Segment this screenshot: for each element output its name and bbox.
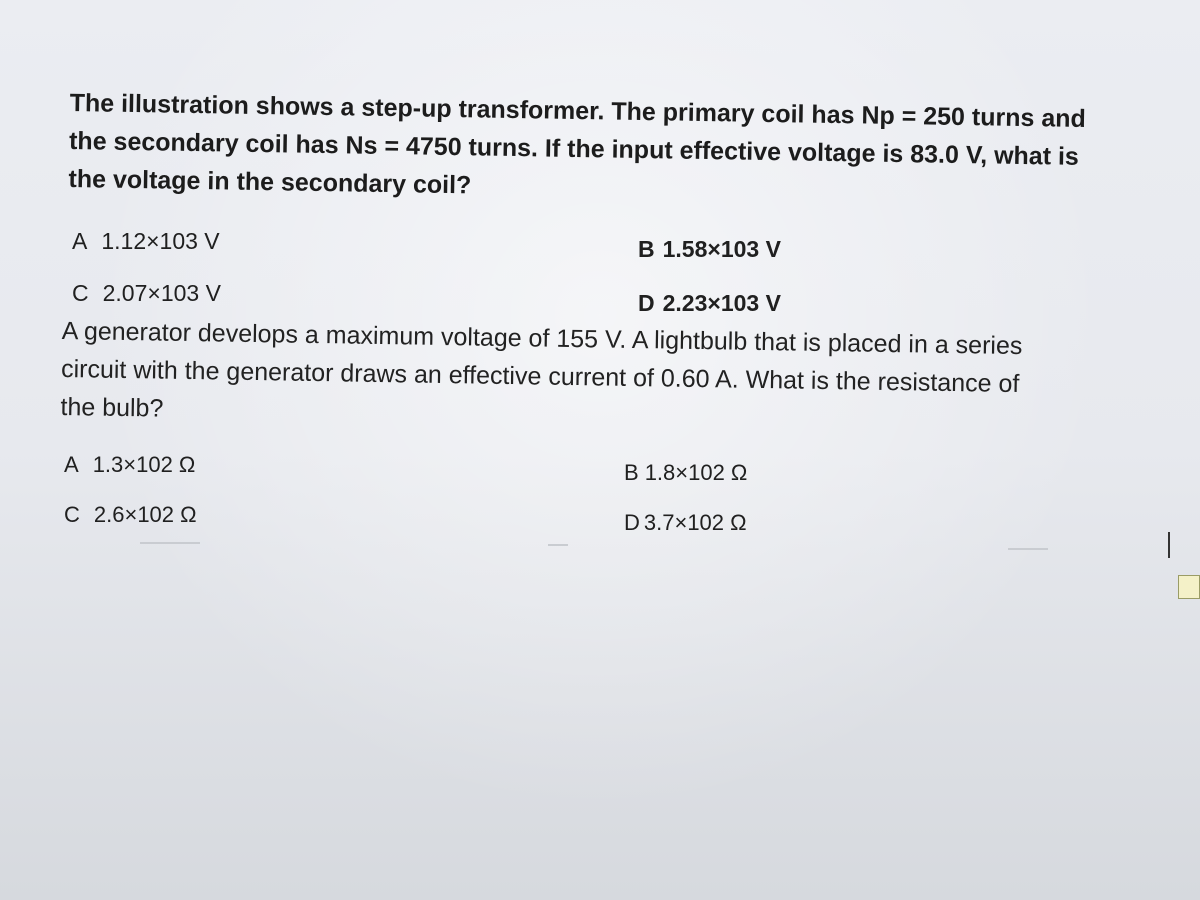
question-1-text [68, 84, 1160, 215]
question-1-line: the voltage in the secondary coil? [68, 164, 472, 200]
question-2-line: the bulb? [60, 392, 164, 423]
option-letter: C [64, 502, 80, 527]
option-letter: A [72, 228, 88, 254]
q1-option-b[interactable] [638, 236, 781, 263]
question-1-line: The illustration shows a step-up transformer. The primary coil has Np = 250 turns and [69, 88, 1087, 133]
question-2-line: A generator develops a maximum voltage of 155 V. A lightbulb that is placed in a series [61, 316, 1023, 361]
q1-option-d[interactable] [638, 290, 781, 317]
faint-divider [548, 544, 568, 546]
option-text: 2.07×103 V [102, 280, 221, 306]
option-letter: D [624, 510, 640, 535]
option-letter: C [72, 280, 89, 306]
option-letter: B [624, 460, 639, 485]
q1-option-c[interactable] [72, 280, 221, 307]
taskbar-app-icon[interactable] [1178, 575, 1200, 599]
text-cursor-icon [1168, 532, 1170, 558]
question-2-text [60, 312, 1162, 443]
q2-option-b[interactable] [624, 460, 747, 486]
option-text: 1.58×103 V [662, 236, 781, 262]
option-text: 1.3×102 Ω [92, 452, 196, 477]
q2-option-a[interactable] [64, 452, 195, 478]
q2-option-d[interactable] [624, 510, 747, 536]
q2-option-c[interactable] [64, 502, 197, 528]
q1-option-a[interactable] [72, 228, 220, 255]
option-letter: A [64, 452, 79, 477]
option-letter: B [638, 236, 655, 262]
option-text: 1.12×103 V [101, 228, 220, 254]
option-text: 3.7×102 Ω [643, 510, 747, 535]
option-text: 1.8×102 Ω [644, 460, 748, 485]
faint-divider [1008, 548, 1048, 550]
question-2-line: circuit with the generator draws an effective current of 0.60 A. What is the resistance of [60, 354, 1020, 399]
option-text: 2.6×102 Ω [93, 502, 197, 527]
option-letter: D [638, 290, 655, 316]
faint-divider [140, 542, 200, 544]
option-text: 2.23×103 V [662, 290, 781, 316]
question-1-line: the secondary coil has Ns = 4750 turns. If the input effective voltage is 83.0 V, what is [68, 126, 1080, 171]
